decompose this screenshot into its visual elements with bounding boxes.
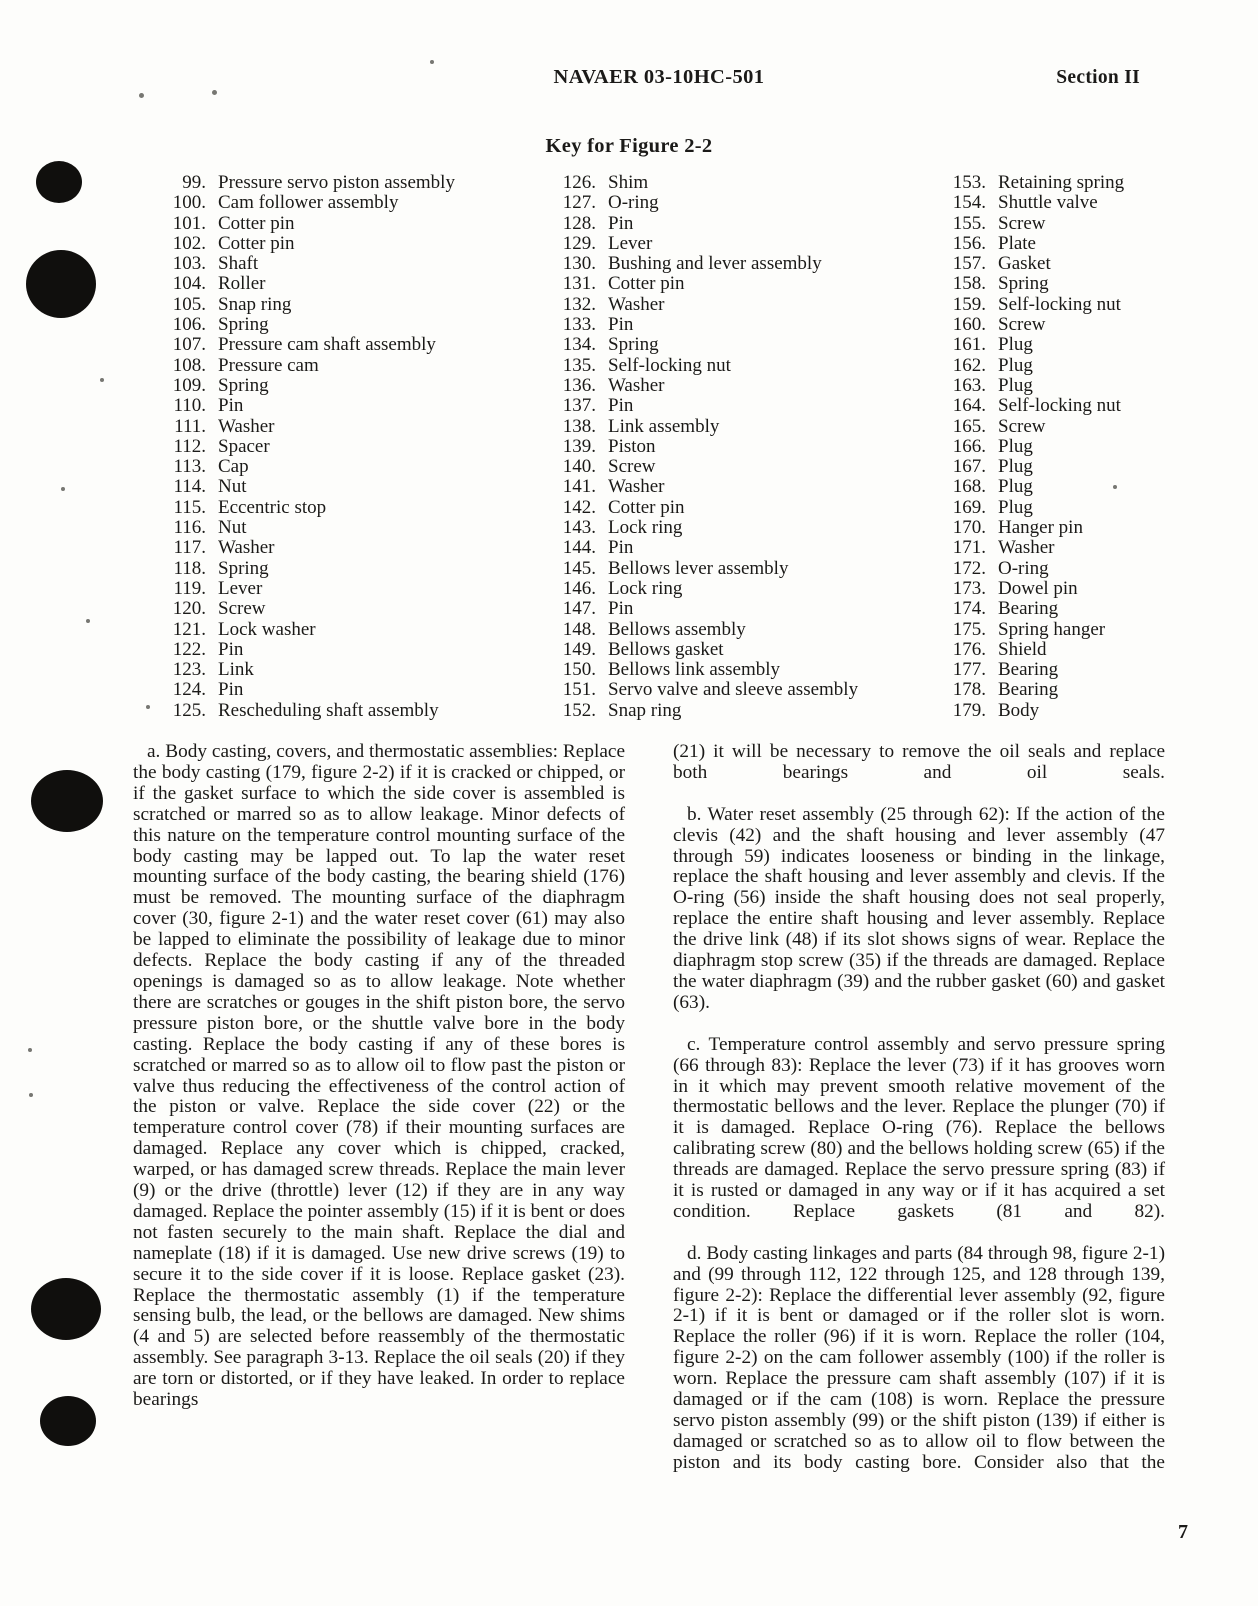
key-list-item [930,233,1140,253]
section-label: Section II [1056,67,1140,88]
key-item-name: Cotter pin [608,496,685,518]
key-item-number: 120. [172,598,206,620]
key-item-name: Bushing and lever assembly [608,253,822,275]
key-item-name: Bearing [998,598,1059,620]
key-item-number: 138. [562,415,596,437]
key-list-item [150,558,540,578]
key-item-number: 135. [562,354,596,376]
key-item-name: O-ring [608,192,659,214]
key-list-item [930,558,1140,578]
key-item-number: 139. [562,435,596,457]
key-list-item [540,314,930,334]
punch-hole-mark-2 [26,250,96,318]
key-list-item [540,558,930,578]
key-list-item [150,497,540,517]
running-head [120,66,1198,94]
key-list-item [540,273,930,293]
scan-speck [61,487,65,491]
key-item-name: Bellows lever assembly [608,557,789,579]
scan-speck [100,378,104,382]
key-item-name: Piston [608,435,656,457]
key-list-item [150,273,540,293]
key-item-name: Eccentric stop [218,496,327,518]
key-item-name: Link [218,659,254,681]
key-list-item [540,395,930,415]
key-item-number: 167. [952,456,986,478]
paragraph-a: a. Body casting, covers, and thermostatic assemblies: Replace the body casting (179, figure 2-2) if it is cracked or chipped, or if the gasket surface to which the side cover is assembled is scratched or marred so as to allow leakage. Minor defects of this nature on the temperature control mounting surface of the body casting may be lapped out. To lap the water reset mounting surface of the body casting, the bearing shield (176) must be removed. The mounting surface of the diaphragm cover (30, figure 2-1) and the water reset cover (61) may also be lapped to eliminate the possibility of leakage due to minor defects. Replace the body casting if any of the threaded openings is damaged so as to allow leakage. Note whether there are scratches or gouges in the shift piston bore, the servo pressure piston bore, or the shuttle valve bore in the body casting. Replace the body casting if any of these bores is scratched or marred so as to allow oil to flow past the piston or valve thus reducing the effectiveness of the control action of the piston or valve. Replace the side cover (22) or the temperature control cover (78) if their mounting surfaces are damaged. Replace any cover which is chipped, cracked, warped, or has damaged screw threads. Replace the main lever (9) or the drive (throttle) lever (12) if they are in any way damaged. Replace the pointer assembly (15) if it is bent or does not fasten securely to the main shaft. Replace the dial and nameplate (18) if it is damaged. Use new drive screws (19) to secure it to the side cover if it is loose. Replace gasket (23). Replace the thermostatic assembly (1) if the temperature sensing bulb, the lead, or the bellows are damaged. New shims (4 and 5) are selected before reassembly of the thermostatic assembly. See paragraph 3-13. Replace the oil seals (20) if they are torn or distorted, or if they have leaked. In order to replace bearings [133,741,625,1411]
key-item-name: Gasket [998,253,1051,275]
paragraph-d: d. Body casting linkages and parts (84 through 98, figure 2-1) and (99 through 112, 122 through 125, and 128 through 139, figure 2-2): Replace the differential lever assembly (92, figure 2-1) if it is bent or damaged or if the roller slot is worn. Replace the roller (96) if it is worn. Replace the roller (104, figure 2-2) on the cam follower assembly (100) if the roller is worn. Replace the pressure cam shaft assembly (107) if it is damaged or if the cam (108) is worn. Replace the pressure servo piston assembly (99) or the shift piston (139) if either is damaged or scratched so as to allow oil to flow between the piston and its body casting bore. Consider also that the [673,1242,1165,1473]
key-item-name: Bearing [998,679,1059,701]
key-list-item [540,700,930,720]
key-item-name: Cotter pin [218,212,295,234]
key-item-name: Washer [608,374,665,396]
key-list-item [150,700,540,720]
key-item-name: Lock ring [608,517,683,539]
key-list-item [150,253,540,273]
key-item-name: Plug [998,374,1033,396]
key-item-number: 145. [562,557,596,579]
key-item-number: 107. [172,334,206,356]
key-item-name: Plug [998,496,1033,518]
key-item-number: 118. [173,557,206,579]
key-list-item [150,192,540,212]
key-list-item [150,456,540,476]
key-item-number: 130. [562,253,596,275]
key-list-item [540,598,930,618]
key-item-number: 143. [562,517,596,539]
key-item-name: Snap ring [608,699,682,721]
key-list-item [930,172,1140,192]
key-item-number: 114. [173,476,206,498]
key-item-number: 163. [952,374,986,396]
key-list-item [150,598,540,618]
key-item-name: Washer [218,537,275,559]
key-item-number: 156. [952,232,986,254]
key-item-name: Plug [998,334,1033,356]
punch-hole-mark-5 [40,1396,96,1446]
key-item-number: 147. [562,598,596,620]
punch-hole-mark-3 [31,770,103,832]
key-list-item [150,659,540,679]
key-item-number: 113. [173,456,206,478]
key-item-name: Screw [998,212,1046,234]
paragraph-c: c. Temperature control assembly and servo pressure spring (66 through 83): Replace the lever (73) if it has grooves worn in it which may prevent smooth relative movement of the thermostatic bellows and the lever. Replace the plunger (70) if it is damaged. Replace O-ring (76). Replace the bellows calibrating screw (80) and the bellows holding screw (65) if the threads are damaged. Replace the servo pressure spring (83) if it is rusted or damaged in any way or if it has acquired a set condition. Replace gaskets (81 and 82). [673,1033,1165,1222]
key-list-item [540,375,930,395]
key-item-number: 153. [952,172,986,193]
key-item-number: 132. [562,293,596,315]
key-list-item [540,233,930,253]
key-list-item [150,172,540,192]
key-list-item [540,679,930,699]
key-item-name: Washer [608,293,665,315]
key-list-item [540,192,930,212]
key-list-item [930,416,1140,436]
key-item-number: 176. [952,638,986,660]
key-list-item [150,436,540,456]
key-list-column-3 [930,172,1140,720]
key-item-number: 127. [562,192,596,214]
key-list-item [930,517,1140,537]
key-item-number: 106. [172,314,206,336]
key-list-item [540,172,930,192]
key-item-number: 175. [952,618,986,640]
key-item-name: Snap ring [218,293,292,315]
key-item-name: Plate [998,232,1036,254]
key-item-name: Pin [608,314,634,336]
key-item-name: Cam follower assembly [218,192,399,214]
key-item-name: Pin [608,537,634,559]
key-item-name: Spacer [218,435,270,457]
key-list-item [150,679,540,699]
key-item-number: 161. [952,334,986,356]
key-list-item [930,355,1140,375]
key-list-item [540,294,930,314]
key-item-name: Retaining spring [998,172,1125,193]
key-item-name: Pressure cam shaft assembly [218,334,436,356]
key-item-number: 133. [562,314,596,336]
key-list-item [540,619,930,639]
key-item-number: 144. [562,537,596,559]
key-item-name: Lock ring [608,577,683,599]
key-item-number: 102. [172,232,206,254]
key-title: Key for Figure 2-2 [545,135,713,157]
key-list-item [930,456,1140,476]
key-item-name: Body [998,699,1040,721]
key-item-name: Washer [218,415,275,437]
key-item-name: Lock washer [218,618,316,640]
key-list-item [930,639,1140,659]
key-item-name: Servo valve and sleeve assembly [608,679,859,701]
key-item-name: Link assembly [608,415,720,437]
key-item-number: 158. [952,273,986,295]
key-item-number: 164. [952,395,986,417]
key-item-name: Cotter pin [218,232,295,254]
key-list-item [150,639,540,659]
key-item-name: Nut [218,517,247,539]
key-item-name: Shuttle valve [998,192,1098,214]
key-item-number: 154. [952,192,986,214]
key-item-number: 101. [172,212,206,234]
key-item-name: Spring hanger [998,618,1106,640]
key-item-name: Cap [218,456,249,478]
key-item-name: Lever [218,577,263,599]
key-item-name: Pin [218,679,244,701]
key-item-number: 99. [182,172,206,193]
key-item-number: 123. [172,659,206,681]
key-item-name: Plug [998,456,1033,478]
key-item-name: Roller [218,273,266,295]
key-item-number: 150. [562,659,596,681]
key-item-name: Bearing [998,659,1059,681]
scan-speck [29,1093,33,1097]
key-list-item [930,334,1140,354]
key-list-item [150,355,540,375]
key-item-number: 173. [952,577,986,599]
key-item-number: 170. [952,517,986,539]
key-item-name: Screw [998,415,1046,437]
key-list-item [150,334,540,354]
key-list-item [930,436,1140,456]
key-item-number: 108. [172,354,206,376]
key-item-number: 174. [952,598,986,620]
key-item-name: Self-locking nut [998,395,1121,417]
key-item-name: Cotter pin [608,273,685,295]
key-item-name: Bellows link assembly [608,659,781,681]
key-list-item [150,416,540,436]
key-item-number: 126. [562,172,596,193]
key-item-number: 159. [952,293,986,315]
key-list-item [540,253,930,273]
key-item-number: 109. [172,374,206,396]
key-list-column-1 [150,172,540,720]
key-item-name: Shim [608,172,649,193]
punch-hole-mark-1 [36,161,82,203]
key-item-name: Pressure servo piston assembly [218,172,455,193]
key-list-item [930,213,1140,233]
key-item-number: 168. [952,476,986,498]
key-list [150,172,1140,720]
key-item-name: Spring [218,314,269,336]
key-item-number: 125. [172,699,206,721]
key-list-item [930,619,1140,639]
key-list-item [930,497,1140,517]
key-list-item [150,375,540,395]
key-list-item [150,537,540,557]
key-item-number: 177. [952,659,986,681]
key-item-name: Shield [998,638,1047,660]
key-item-name: Spring [218,557,269,579]
page-number: 7 [1178,1521,1188,1543]
key-item-number: 148. [562,618,596,640]
key-list-item [540,639,930,659]
key-list-item [150,395,540,415]
key-list-item [930,273,1140,293]
key-item-name: Plug [998,476,1033,498]
key-item-number: 131. [562,273,596,295]
key-list-item [150,314,540,334]
key-item-name: Washer [608,476,665,498]
key-list-item [540,537,930,557]
key-item-number: 136. [562,374,596,396]
key-item-number: 104. [172,273,206,295]
key-list-item [540,659,930,679]
key-item-number: 105. [172,293,206,315]
key-item-name: Pin [218,638,244,660]
key-list-item [930,598,1140,618]
key-item-number: 172. [952,557,986,579]
key-item-name: Bellows assembly [608,618,746,640]
key-list-item [930,679,1140,699]
body-column-left [133,742,625,1495]
key-item-name: Plug [998,435,1033,457]
key-list-item [930,659,1140,679]
key-item-number: 112. [173,435,206,457]
punch-hole-mark-4 [31,1278,101,1340]
key-list-item [540,436,930,456]
key-item-name: Shaft [218,253,259,275]
key-list-item [540,456,930,476]
key-item-number: 149. [562,638,596,660]
key-item-name: Lever [608,232,653,254]
key-item-name: Pin [218,395,244,417]
body-text [133,742,1165,1495]
key-list-item [930,253,1140,273]
key-list-item [540,497,930,517]
key-list-item [930,294,1140,314]
key-list-item [930,476,1140,496]
key-item-name: Spring [218,374,269,396]
key-item-number: 141. [562,476,596,498]
scan-speck [430,60,434,64]
key-item-name: Screw [608,456,656,478]
key-item-number: 160. [952,314,986,336]
key-item-name: Rescheduling shaft assembly [218,699,439,721]
key-item-number: 115. [173,496,206,518]
key-list-item [150,213,540,233]
key-item-number: 137. [562,395,596,417]
key-item-number: 151. [562,679,596,701]
key-item-number: 124. [172,679,206,701]
key-item-number: 134. [562,334,596,356]
key-item-number: 121. [172,618,206,640]
key-list-item [540,517,930,537]
key-list-item [930,700,1140,720]
key-list-item [150,233,540,253]
key-list-item [150,294,540,314]
key-list-item [540,334,930,354]
key-list-item [150,517,540,537]
key-item-number: 140. [562,456,596,478]
key-item-number: 129. [562,232,596,254]
paragraph-a-continuation: (21) it will be necessary to remove the oil seals and replace both bearings and oil seals. [673,741,1165,783]
key-item-number: 110. [173,395,206,417]
key-list-item [930,314,1140,334]
scan-speck [86,619,90,623]
key-item-name: Spring [998,273,1049,295]
key-item-name: O-ring [998,557,1049,579]
key-list-item [150,578,540,598]
key-item-name: Self-locking nut [608,354,731,376]
key-item-name: Pin [608,598,634,620]
scan-speck [28,1048,32,1052]
key-item-number: 111. [174,415,206,437]
document-number: NAVAER 03-10HC-501 [553,66,765,88]
key-item-name: Plug [998,354,1033,376]
key-item-number: 162. [952,354,986,376]
key-item-number: 165. [952,415,986,437]
key-item-number: 116. [173,517,206,539]
key-item-name: Bellows gasket [608,638,724,660]
body-column-right [673,742,1165,1495]
key-item-number: 152. [562,699,596,721]
key-item-number: 178. [952,679,986,701]
key-item-number: 128. [562,212,596,234]
key-item-number: 166. [952,435,986,457]
key-item-number: 155. [952,212,986,234]
key-item-number: 146. [562,577,596,599]
key-item-number: 142. [562,496,596,518]
key-list-item [930,537,1140,557]
key-item-number: 169. [952,496,986,518]
key-item-number: 157. [952,253,986,275]
key-item-name: Pin [608,212,634,234]
key-list-item [540,213,930,233]
key-item-name: Dowel pin [998,577,1078,599]
key-item-name: Nut [218,476,247,498]
key-item-name: Pressure cam [218,354,319,376]
key-item-number: 179. [952,699,986,721]
key-item-name: Spring [608,334,659,356]
key-item-number: 119. [173,577,206,599]
key-list-column-2 [540,172,930,720]
key-list-item [930,375,1140,395]
key-list-item [540,578,930,598]
key-item-number: 117. [173,537,206,559]
key-item-name: Screw [218,598,266,620]
key-item-number: 100. [172,192,206,214]
key-list-item [930,192,1140,212]
key-list-item [150,476,540,496]
key-item-name: Hanger pin [998,517,1083,539]
key-list-item [540,416,930,436]
key-item-name: Self-locking nut [998,293,1121,315]
key-item-name: Pin [608,395,634,417]
key-item-name: Screw [998,314,1046,336]
key-list-item [930,395,1140,415]
key-list-item [540,476,930,496]
key-list-item [930,578,1140,598]
key-list-item [150,619,540,639]
key-item-number: 171. [952,537,986,559]
paragraph-b: b. Water reset assembly (25 through 62): If the action of the clevis (42) and the shaft housing and lever assembly (47 through 59) indicates looseness or binding in the linkage, replace the shaft housing and lever assembly and clevis. If the O-ring (56) inside the shaft housing does not seal properly, replace the entire shaft housing and lever assembly. Replace the drive link (48) if its slot shows signs of wear. Replace the diaphragm stop screw (35) if the threads are damaged. Replace the water diaphragm (39) and the rubber gasket (60) and gasket (63). [673,803,1165,1013]
key-item-number: 122. [172,638,206,660]
key-item-name: Washer [998,537,1055,559]
key-item-number: 103. [172,253,206,275]
key-list-item [540,355,930,375]
